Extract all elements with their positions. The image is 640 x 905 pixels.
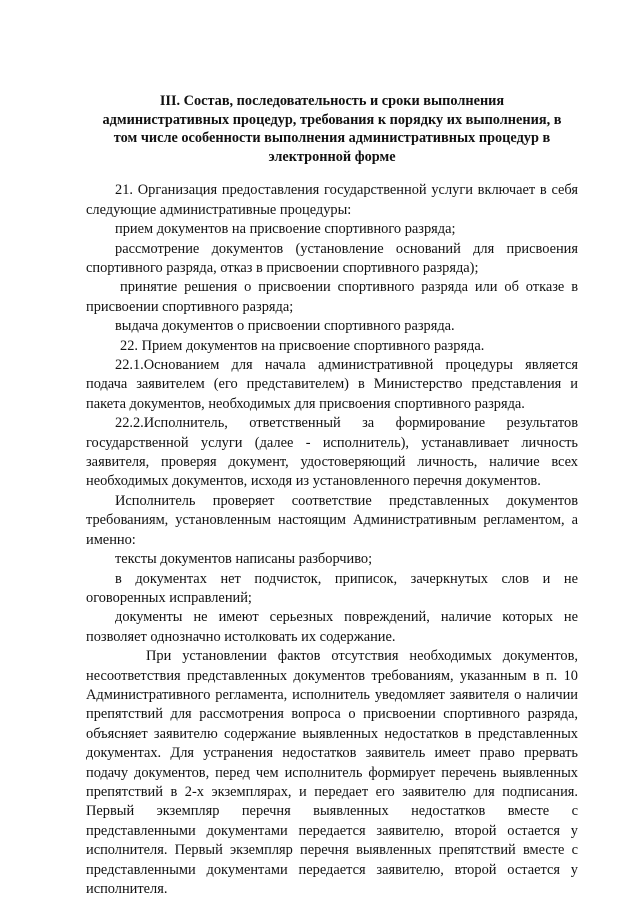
paragraph-21: 21. Организация предоставления государственной услуги включает в себя следующие административные процедуры: xyxy=(86,182,578,218)
section-title-line: том числе особенности выполнения административных процедур в xyxy=(113,130,551,147)
list-item-procedure: выдача документов о присвоении спортивного разряда. xyxy=(115,318,455,335)
list-item-requirement: тексты документов написаны разборчиво; xyxy=(115,551,373,568)
section-title-line: административных процедур, требования к порядку их выполнения, в xyxy=(102,111,562,128)
paragraph-22: 22. Прием документов на присвоение спортивного разряда. xyxy=(120,337,485,354)
list-item-requirement: в документах нет подчисток, приписок, зачеркнутых слов и не оговоренных исправлений; xyxy=(86,570,578,606)
section-title xyxy=(86,92,578,166)
list-item-procedure: рассмотрение документов (установление оснований для присвоения спортивного разряда, отказ в присвоении спортивного разряда); xyxy=(86,240,578,276)
paragraph-requirements-intro: Исполнитель проверяет соответствие представленных документов требованиям, установленным настоящим Административным регламентом, а именно: xyxy=(86,492,578,548)
section-title-line: электронной форме xyxy=(268,148,396,165)
list-item-requirement: документы не имеют серьезных повреждений, наличие которых не позволяет однозначно истолковать их содержание. xyxy=(86,609,578,645)
section-title-line: III. Состав, последовательность и сроки выполнения xyxy=(159,93,505,109)
paragraph-deficiencies: При установлении фактов отсутствия необходимых документов, несоответствия представленных документов требованиям, указанным в п. 10 Административного регламента, исполнитель уведомляет заявителя о наличии препятствий для рассмотрения вопроса о присвоении спортивного разряда, объясняет заявителю содержание выявленных недостатков в представленных документах. Для устранения недостатков заявитель имеет право прервать подачу документов, перед чем исполнитель формирует перечень выявленных препятствий в 2-х экземплярах, и передает его заявителю для подписания. Первый экземпляр перечня выявленных недостатков вместе с представленными документами передается заявителю, второй остается у исполнителя. Первый экземпляр перечня выявленных препятствий вместе с представленными документами передается заявителю, второй остается у исполнителя. xyxy=(86,648,578,897)
list-item-procedure: прием документов на присвоение спортивного разряда; xyxy=(115,221,456,238)
list-item-procedure: принятие решения о присвоении спортивного разряда или об отказе в присвоении спортивного разряда; xyxy=(86,279,578,315)
paragraph-22-1: 22.1.Основанием для начала административной процедуры является подача заявителем (его представителем) в Министерство представления и пакета документов, необходимых для присвоения спортивного разряда. xyxy=(86,357,578,412)
paragraph-22-2: 22.2.Исполнитель, ответственный за формирование результатов государственной услуги (далее - исполнитель), устанавливает личность заявителя, проверяя документ, удостоверяющий личность, наличие всех необходимых документов, исходя из установленного перечня документов. xyxy=(86,415,578,490)
document-page xyxy=(86,92,578,899)
